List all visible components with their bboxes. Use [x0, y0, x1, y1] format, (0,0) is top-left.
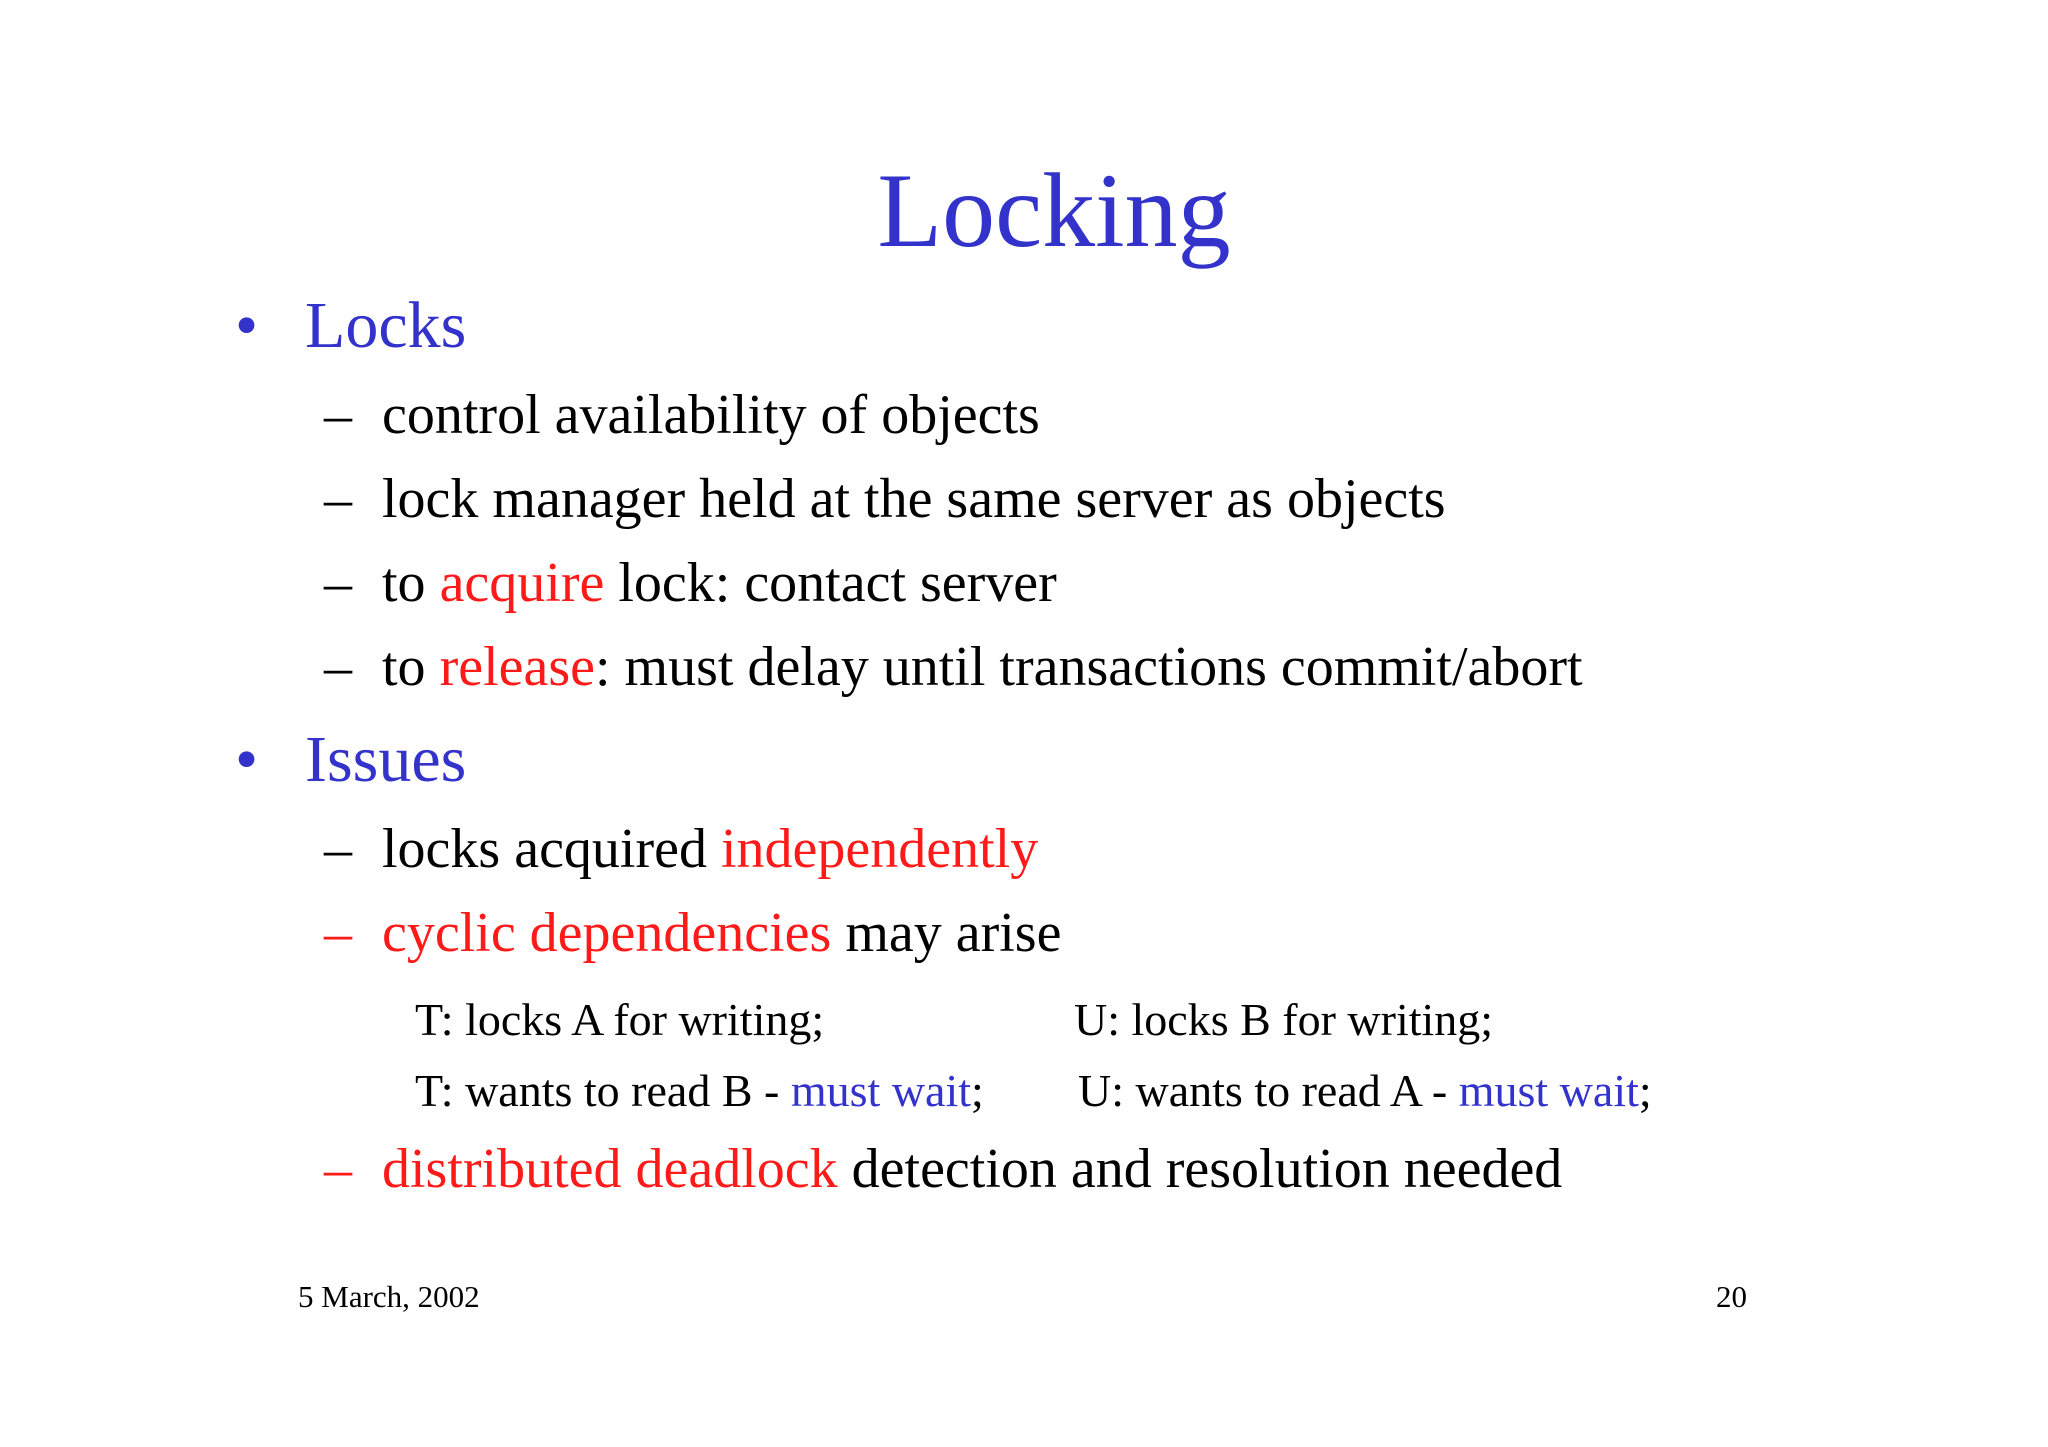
- dash-icon: –: [324, 1138, 352, 1200]
- emphasis-text: cyclic dependencies: [382, 902, 832, 964]
- item-text: lock manager held at the same server as objects: [382, 468, 1446, 530]
- dash-icon: –: [324, 552, 352, 614]
- item-text: to: [382, 552, 440, 614]
- example-text: U: wants to read A -: [1078, 1065, 1459, 1116]
- sub-item: [324, 380, 1040, 450]
- example-row2-left: [415, 1061, 984, 1121]
- emphasis-text: release: [439, 636, 595, 698]
- sub-item: [324, 548, 1057, 618]
- slide-title: Locking: [877, 152, 1231, 269]
- must-wait-text: must wait: [1458, 1065, 1639, 1116]
- example-row1-left: T: locks A for writing;: [415, 994, 825, 1045]
- example-text: ;: [1638, 1065, 1652, 1116]
- item-text: locks acquired: [382, 818, 721, 880]
- item-text: : must delay until transactions commit/abort: [594, 636, 1583, 698]
- section-heading: Locks: [305, 289, 467, 362]
- section-heading: Issues: [305, 723, 467, 796]
- emphasis-text: independently: [720, 818, 1039, 880]
- footer-date: 5 March, 2002: [298, 1279, 480, 1314]
- example-row1-right: U: locks B for writing;: [1074, 994, 1494, 1045]
- page-number: 20: [1716, 1279, 1747, 1314]
- example-text: ;: [971, 1065, 984, 1116]
- dash-icon: –: [324, 384, 352, 446]
- dash-icon: –: [324, 636, 352, 698]
- sub-item: [324, 814, 1039, 884]
- bullet-icon: •: [235, 723, 259, 796]
- emphasis-text: acquire: [439, 552, 605, 614]
- bullet-icon: •: [235, 289, 259, 362]
- dash-icon: –: [324, 818, 352, 880]
- dash-icon: –: [324, 468, 352, 530]
- sub-item: [324, 898, 1062, 968]
- must-wait-text: must wait: [790, 1065, 972, 1116]
- bullet-locks: [235, 286, 467, 366]
- item-text: to: [382, 636, 440, 698]
- sub-item: [324, 632, 1583, 702]
- emphasis-text: distributed deadlock: [382, 1138, 838, 1200]
- item-text: lock: contact server: [604, 552, 1057, 614]
- item-text: may arise: [831, 902, 1062, 964]
- example-row2-right: [1078, 1061, 1652, 1121]
- example-text: T: wants to read B -: [415, 1065, 791, 1116]
- sub-item: [324, 1134, 1563, 1204]
- item-text: control availability of objects: [382, 384, 1040, 446]
- dash-icon: –: [324, 902, 352, 964]
- sub-item: [324, 464, 1446, 534]
- bullet-issues: [235, 720, 467, 800]
- item-text: detection and resolution needed: [837, 1138, 1563, 1200]
